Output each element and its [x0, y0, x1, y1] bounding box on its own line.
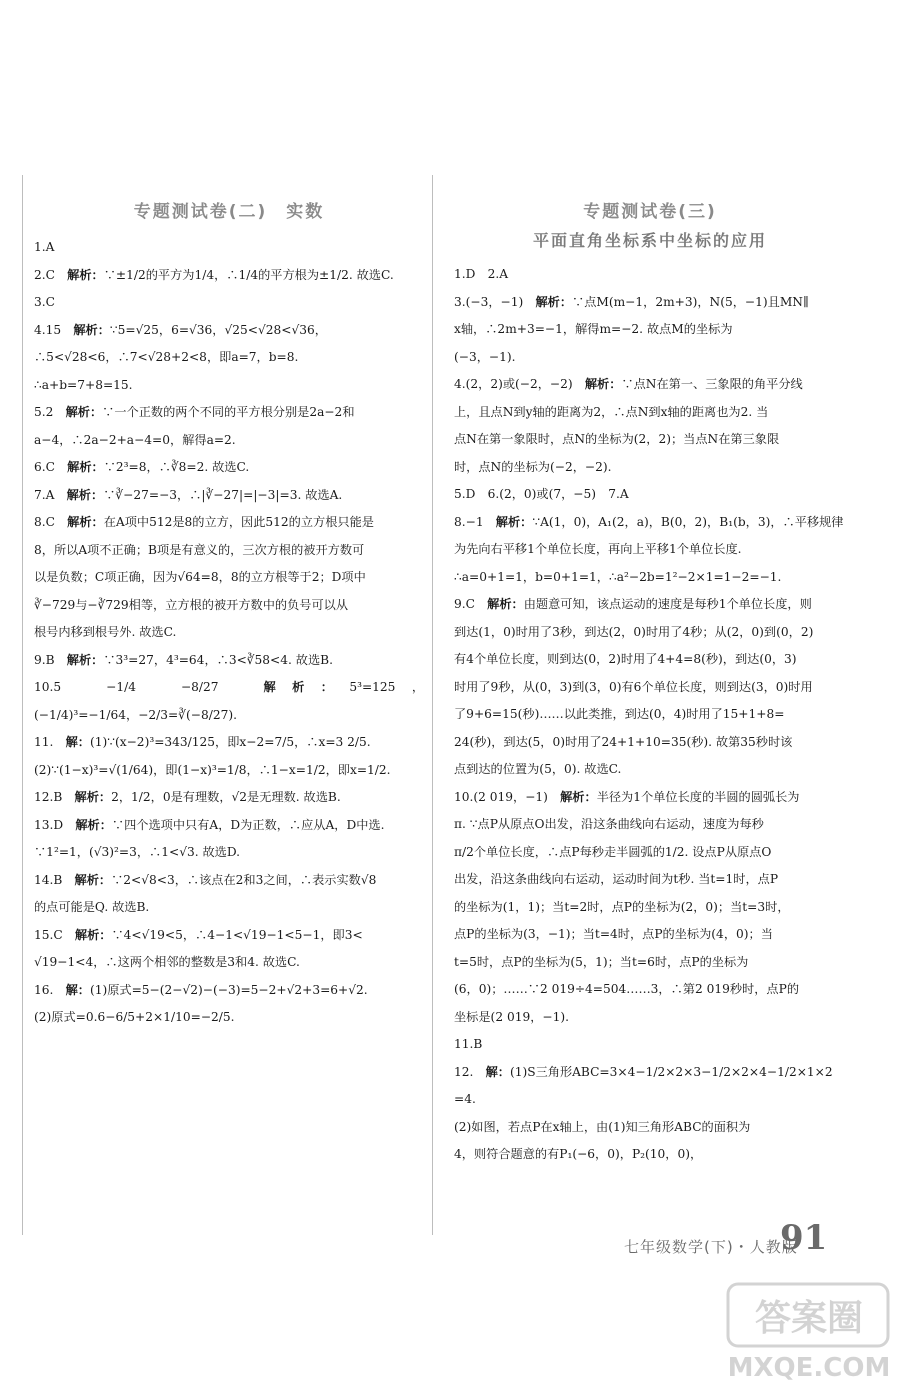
left-margin-rule [22, 175, 23, 1235]
answer-text: ∵3³=27，4³=64，∴3<∛58<4. 故选B. [103, 652, 333, 667]
answer-text: a−4，∴2a−2+a−4=0，解得a=2. [34, 432, 236, 447]
answer-text: 的坐标为(1，1)；当t=2时，点P的坐标为(2，0)；当t=3时， [454, 899, 790, 914]
answer-line [34, 922, 424, 950]
answer-line [454, 811, 846, 839]
analysis-label: 解析： [584, 377, 622, 391]
answer-text: ∵一个正数的两个不同的平方根分别是2a−2和 [102, 405, 355, 419]
answer-line [454, 839, 846, 867]
answer-line [454, 591, 846, 619]
answer-text: 24(秒)，到达(5，0)时用了24+1+10=35(秒). 故第35秒时该 [454, 734, 793, 749]
analysis-label: 解析： [65, 405, 103, 419]
answer-text: ∵四个选项中只有A，D为正数，∴应从A，D中选. [111, 817, 385, 832]
answer-text: (2)∵(1−x)³=√(1/64)，即(1−x)³=1/8，∴1−x=1/2，即x=1/2. [34, 762, 391, 777]
answer-text: 时，点N的坐标为(−2，−2). [454, 459, 612, 474]
answer-line [34, 482, 424, 510]
answer-text: 了9+6=15(秒)……以此类推，到达(0，4)时用了15+1+8= [454, 707, 785, 721]
answer-text: t=5时，点P的坐标为(5，1)；当t=6时，点P的坐标为 [454, 954, 749, 969]
answer-line [34, 537, 424, 565]
analysis-label: 解析： [75, 817, 112, 832]
analysis-label: 解： [65, 735, 90, 749]
answer-text: ∵点N在第一、三象限的角平分线 [621, 377, 803, 391]
answer-line [34, 564, 424, 592]
answer-line [454, 1086, 846, 1114]
answer-text: π/2个单位长度，∴点P每秒走半圆弧的1/2. 设点P从原点O [454, 844, 772, 859]
analysis-label: 解： [485, 1064, 510, 1079]
answer-key: 10.(2 019，−1) [454, 789, 548, 804]
analysis-label: 解析： [66, 487, 104, 502]
answer-text: ∵A(1，0)，A₁(2，a)，B(0，2)，B₁(b，3)，∴平移规律 [532, 514, 844, 529]
answer-key: 1.A [34, 240, 55, 254]
answer-text: 到达(1，0)时用了3秒，到达(2，0)时用了4秒；从(2，0)到(0，2) [454, 624, 814, 639]
answer-text: 5³=125，(−1/4)³=−1/64，−2/3=∛(−8/27). [34, 680, 425, 722]
analysis-label: 解析： [487, 597, 524, 611]
answer-text: ∴a+b=7+8=15. [34, 377, 133, 392]
watermark-site: MXQE.COM [727, 1353, 891, 1383]
answer-text: ∴a=0+1=1，b=0+1=1，∴a²−2b=1²−2×1=1−2=−1. [454, 569, 782, 584]
left-answer-list [34, 234, 424, 1032]
answer-line [34, 619, 424, 647]
answer-text: ∵∛−27=−3，∴|∛−27|=|−3|=3. 故选A. [103, 487, 343, 502]
answer-text: π. ∵点P从原点O出发，沿这条曲线向右运动，速度为每秒 [454, 817, 764, 831]
answer-line [454, 426, 846, 454]
analysis-label: 解析： [74, 927, 112, 942]
analysis-label: 解析： [66, 652, 104, 667]
answer-text: 出发，沿这条曲线向右运动，运动时间为t秒. 当t=1时，点P [454, 872, 779, 886]
analysis-label: 解： [65, 982, 90, 997]
answer-key: 11. [34, 735, 54, 749]
answer-line [34, 427, 424, 455]
answer-text: ∵点M(m−1，2m+3)，N(5，−1)且MN∥ [572, 294, 809, 309]
answer-key: 11.B [454, 1037, 483, 1051]
left-column [34, 195, 424, 1032]
answer-text: ∵2<√8<3，∴该点在2和3之间，∴表示实数√8 [111, 872, 377, 887]
answer-line [454, 1004, 846, 1032]
answer-text: √19−1<4，∴这两个相邻的整数是3和4. 故选C. [34, 955, 300, 969]
answer-text: (2)如图，若点P在x轴上，由(1)知三角形ABC的面积为 [454, 1119, 751, 1134]
answer-key: 9.B [34, 652, 55, 667]
analysis-label: 解析： [67, 460, 104, 474]
answer-line [34, 647, 424, 675]
answer-line [454, 784, 846, 812]
answer-line [454, 1059, 846, 1087]
answer-line [34, 867, 424, 895]
answer-line [34, 674, 424, 729]
answer-text: 2，1/2，0是有理数，√2是无理数. 故选B. [111, 790, 341, 804]
analysis-label: 解析： [67, 515, 104, 529]
column-divider [432, 175, 433, 1235]
answer-line [454, 646, 846, 674]
answer-line [34, 757, 424, 785]
answer-line [34, 317, 424, 345]
answer-line [454, 454, 846, 482]
answer-key: 7.A [34, 487, 55, 502]
analysis-label: 解析： [73, 322, 110, 337]
answer-key: 10.5 −1/4 −8/27 [34, 680, 219, 694]
answer-line [454, 949, 846, 977]
analysis-label: 解析： [74, 790, 112, 804]
answer-key: 5.2 [34, 405, 54, 419]
answer-line [34, 262, 424, 290]
watermark-logo [724, 1278, 894, 1386]
answer-line [454, 261, 846, 289]
answer-key: 14.B [34, 872, 63, 887]
answer-text: ∵±1/2的平方为1/4，∴1/4的平方根为±1/2. 故选C. [103, 267, 394, 282]
answer-line [454, 674, 846, 702]
answer-line [34, 729, 424, 757]
answer-line [454, 536, 846, 564]
answer-key: 1.D 2.A [454, 267, 509, 281]
answer-text: 半径为1个单位长度的半圆的圆弧长为 [596, 789, 800, 804]
answer-text: 点P的坐标为(3，−1)；当t=4时，点P的坐标为(4，0)；当 [454, 927, 773, 941]
analysis-label: 解析： [560, 789, 597, 804]
answer-key: 13.D [34, 817, 64, 832]
answer-key: 15.C [34, 927, 63, 942]
answer-text: 根号内移到根号外. 故选C. [34, 625, 177, 639]
answer-text: (1)∵(x−2)³=343/125，即x−2=7/5，∴x=3 2/5. [89, 735, 371, 749]
answer-line [34, 592, 424, 620]
answer-line [34, 784, 424, 812]
answer-text: ∵4<√19<5，∴4−1<√19−1<5−1，即3< [111, 927, 363, 942]
answer-text: 上，且点N到y轴的距离为2，∴点N到x轴的距离也为2. 当 [454, 404, 769, 419]
answer-key: 6.C [34, 460, 55, 474]
answer-key: 3.C [34, 295, 55, 309]
analysis-label: 解析： [535, 294, 573, 309]
answer-text: (2)原式=0.6−6/5+2×1/10=−2/5. [34, 1010, 235, 1024]
answer-key: 12.B [34, 790, 63, 804]
answer-line [34, 344, 424, 372]
answer-line [34, 372, 424, 400]
right-column [454, 195, 846, 1169]
answer-text: 在A项中512是8的立方，因此512的立方根只能是 [103, 515, 374, 529]
answer-text: 点到达的位置为(5，0). 故选C. [454, 762, 622, 776]
answer-line [454, 866, 846, 894]
answer-line [34, 234, 424, 262]
page-number: 91 [780, 1218, 828, 1258]
answer-text: (1)S三角形ABC=3×4−1/2×2×3−1/2×2×4−1/2×1×2 [509, 1064, 833, 1079]
answer-key: 5.D 6.(2，0)或(7，−5) 7.A [454, 487, 629, 501]
answer-text: 以是负数；C项正确，因为√64=8，8的立方根等于2；D项中 [34, 570, 366, 584]
answer-text: 的点可能是Q. 故选B. [34, 900, 150, 914]
answer-line [34, 839, 424, 867]
analysis-label: 解析： [67, 267, 104, 282]
answer-line [34, 509, 424, 537]
watermark-text: 答案圈 [754, 1298, 864, 1339]
answer-text: =4. [454, 1092, 476, 1106]
answer-line [454, 729, 846, 757]
answer-line [34, 949, 424, 977]
answer-line [454, 1141, 846, 1169]
answer-text: 有4个单位长度，则到达(0，2)时用了4+4=8(秒)，到达(0，3) [454, 652, 797, 666]
answer-key: 8.C [34, 515, 55, 529]
analysis-label: 解析： [495, 514, 533, 529]
answer-line [34, 289, 424, 317]
answer-text: (−3，−1). [454, 349, 516, 364]
answer-text: (1)原式=5−(2−√2)−(−3)=5−2+√2+3=6+√2. [89, 982, 368, 997]
answer-line [454, 921, 846, 949]
answer-key: 16. [34, 982, 54, 997]
answer-key: 4.(2，2)或(−2，−2) [454, 377, 573, 391]
answer-line [454, 371, 846, 399]
answer-line [454, 481, 846, 509]
answer-line [454, 344, 846, 372]
answer-text: 为先向右平移1个单位长度，再向上平移1个单位长度. [454, 542, 742, 556]
answer-text: ∴5<√28<6，∴7<√28+2<8，即a=7，b=8. [34, 350, 299, 364]
left-section-title: 专题测试卷(二) 实数 [133, 202, 325, 222]
answer-line [454, 289, 846, 317]
answer-text: 4，则符合题意的有P₁(−6，0)，P₂(10，0)， [454, 1147, 703, 1161]
analysis-label: 解析： [74, 872, 112, 887]
answer-line [34, 1004, 424, 1032]
answer-text: 时用了9秒，从(0，3)到(3，0)有6个单位长度，则到达(3，0)时用 [454, 679, 813, 694]
answer-line [454, 509, 846, 537]
blank-header-area [0, 0, 900, 160]
answer-text: ∵2³=8，∴∛8=2. 故选C. [103, 460, 250, 474]
answer-text: 点N在第一象限时，点N的坐标为(2，2)；当点N在第三象限 [454, 432, 780, 446]
answer-line [34, 812, 424, 840]
book-series-label: 七年级数学(下)・人教版 [624, 1238, 798, 1256]
answer-line [454, 1114, 846, 1142]
answer-line [34, 454, 424, 482]
right-answer-list [454, 261, 846, 1169]
answer-line [454, 399, 846, 427]
answer-key: 12. [454, 1064, 474, 1079]
answer-text: ∛−729与−∛729相等，立方根的被开方数中的负号可以从 [34, 597, 349, 612]
analysis-label: 解析： [263, 680, 350, 694]
answer-line [454, 1031, 846, 1059]
answer-text: x轴，∴2m+3=−1，解得m=−2. 故点M的坐标为 [454, 322, 733, 336]
answer-line [454, 894, 846, 922]
answer-text: ∵5=√25，6=√36，√25<√28<√36， [109, 322, 327, 337]
answer-line [454, 619, 846, 647]
answer-line [454, 701, 846, 729]
answer-text: ∵1²=1，(√3)²=3，∴1<√3. 故选D. [34, 845, 241, 859]
answer-text: 坐标是(2 019，−1). [454, 1009, 569, 1024]
answer-line [454, 756, 846, 784]
answer-line [34, 977, 424, 1005]
answer-line [34, 399, 424, 427]
answer-text: 由题意可知，该点运动的速度是每秒1个单位长度，则 [523, 597, 812, 611]
answer-line [454, 316, 846, 344]
answer-text: (6，0)；……∵2 019÷4=504……3，∴第2 019秒时，点P的 [454, 982, 800, 996]
answer-key: 8.−1 [454, 514, 484, 529]
answer-text: 8，所以A项不正确；B项是有意义的，三次方根的被开方数可 [34, 542, 365, 557]
answer-key: 9.C [454, 597, 475, 611]
answer-line [454, 976, 846, 1004]
answer-key: 3.(−3，−1) [454, 294, 524, 309]
answer-key: 2.C [34, 267, 55, 282]
right-section-subtitle: 平面直角坐标系中坐标的应用 [532, 231, 767, 250]
answer-line [34, 894, 424, 922]
answer-line [454, 564, 846, 592]
answer-key: 4.15 [34, 322, 62, 337]
right-section-title: 专题测试卷(三) [583, 202, 717, 222]
